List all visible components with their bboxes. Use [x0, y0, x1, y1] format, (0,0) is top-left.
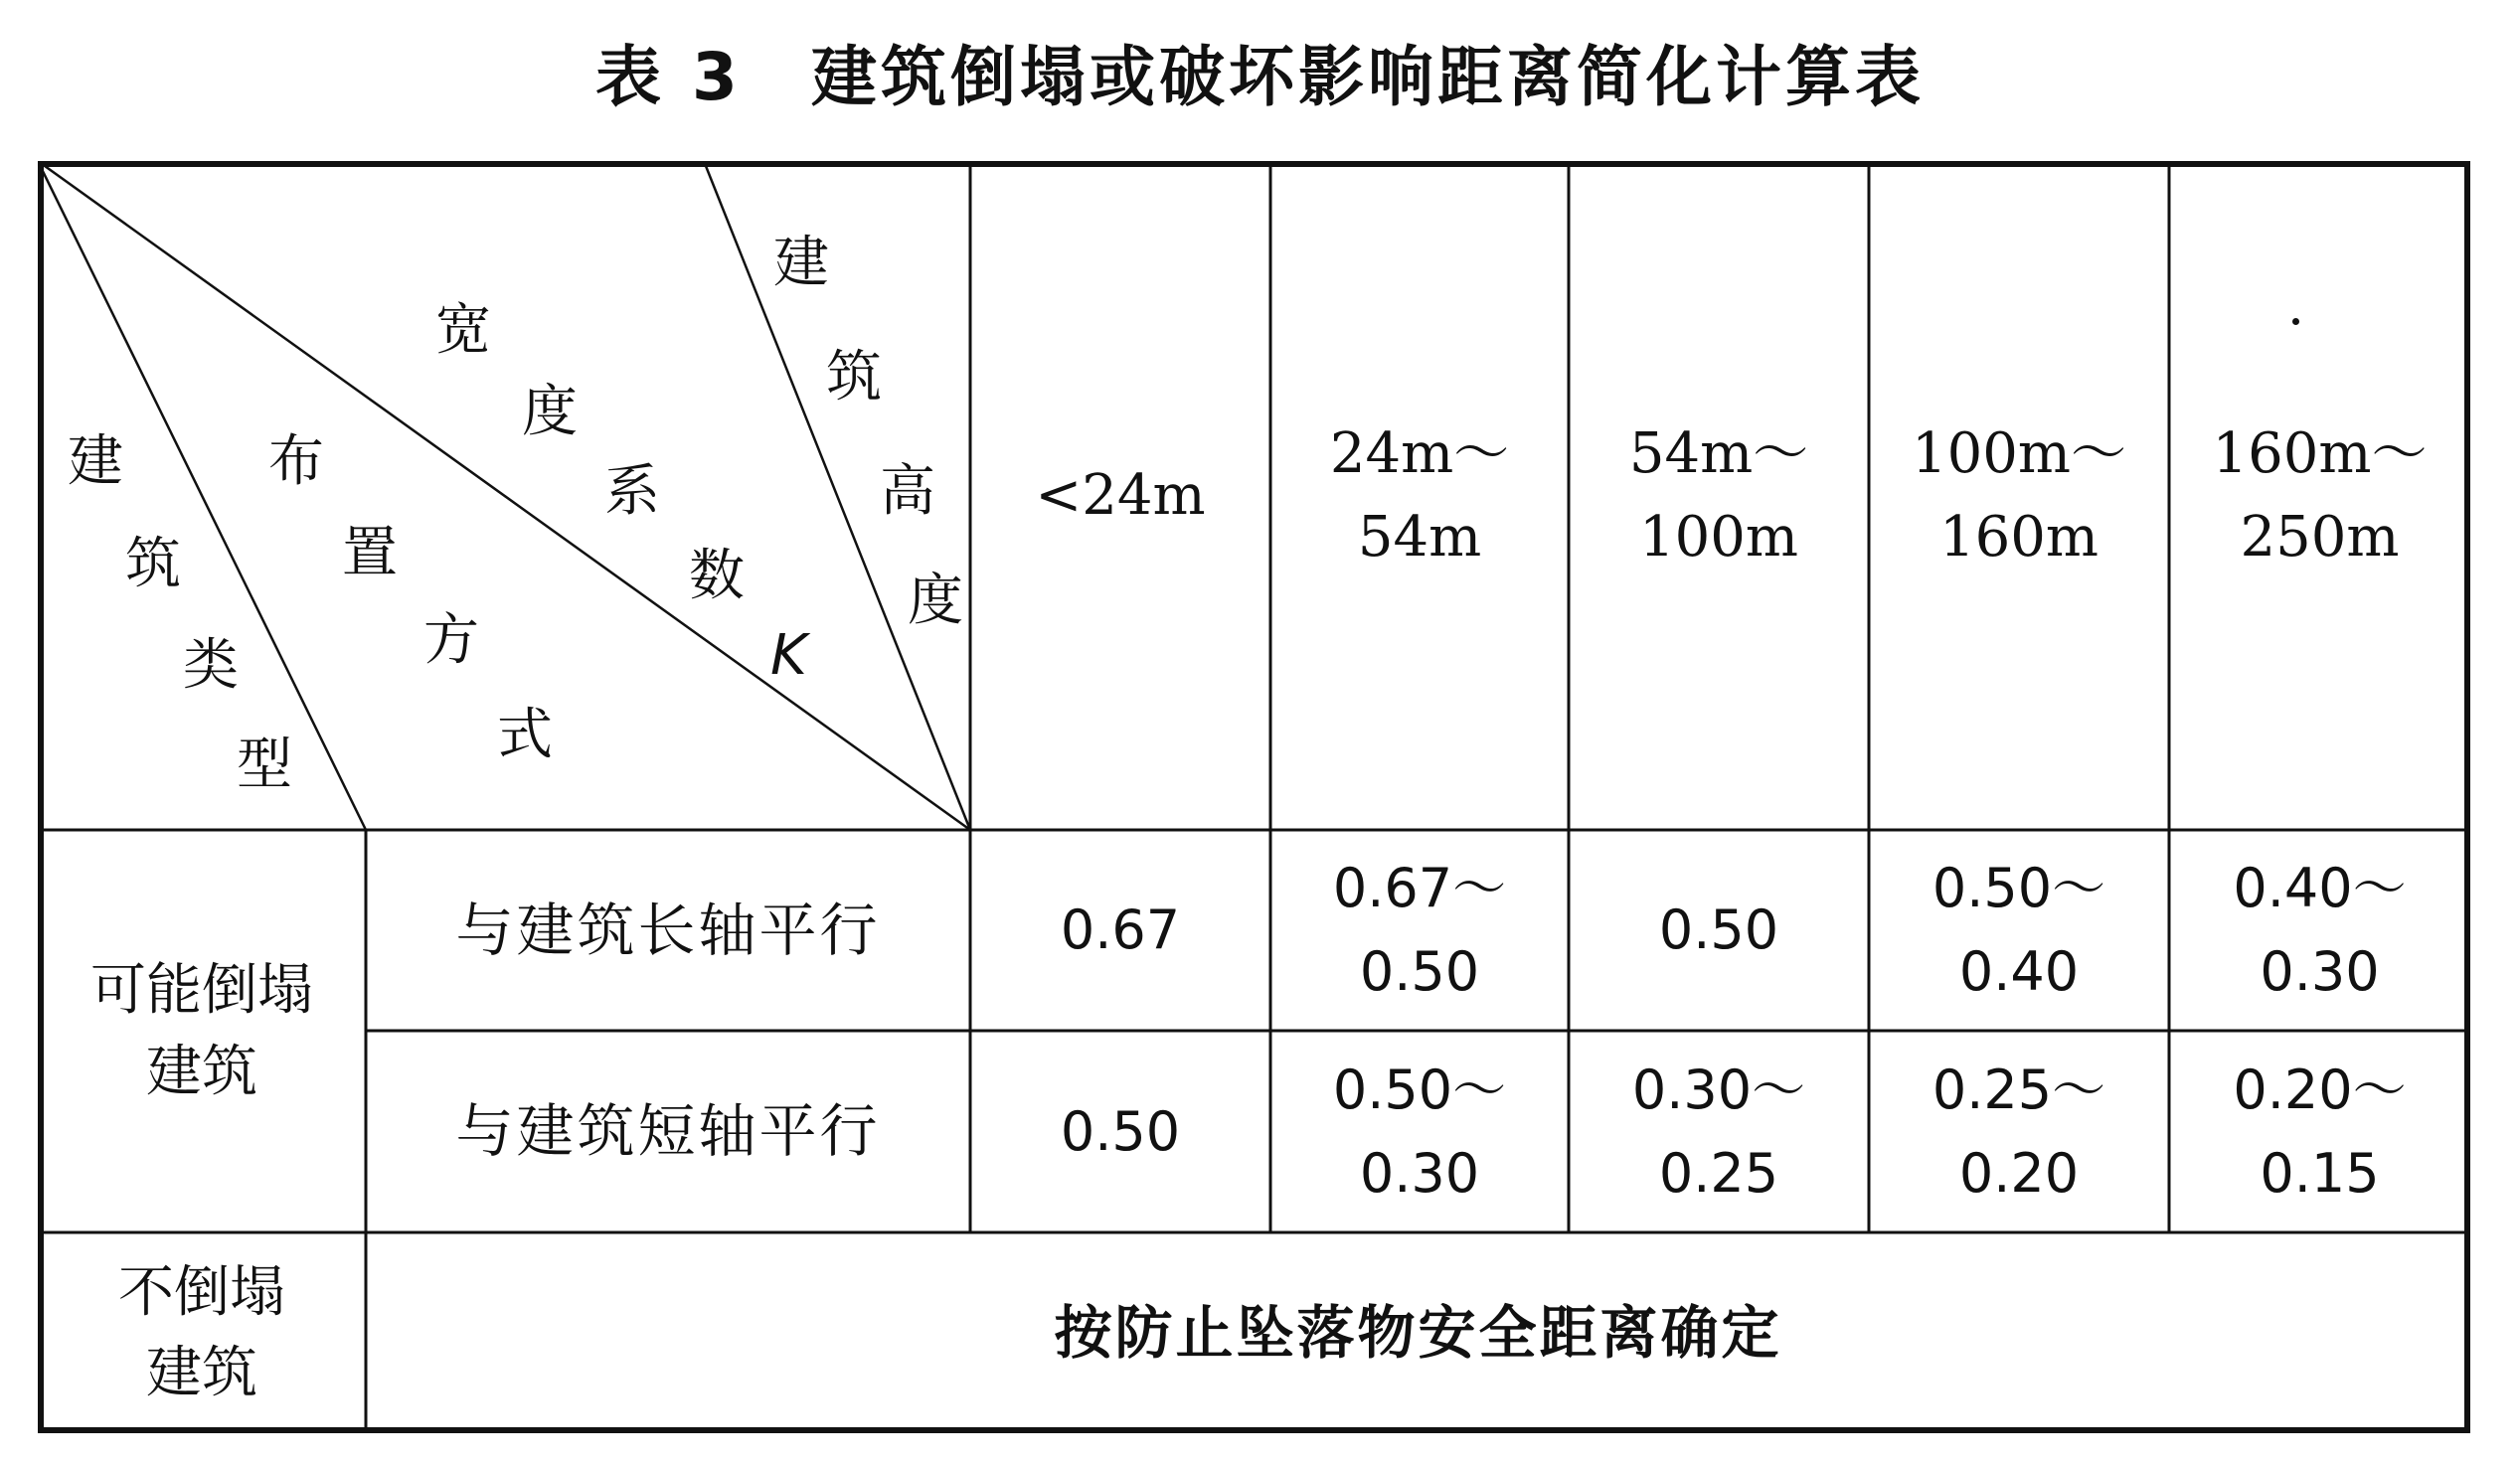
row-label-long-axis: 与建筑长轴平行	[455, 896, 881, 964]
header-height-char: 度	[908, 569, 963, 633]
table-cell: 0.25～ 0.20	[1932, 1058, 2106, 1205]
header-height-100-160: 100m～ 160m	[1912, 420, 2126, 570]
calculation-table	[38, 161, 2470, 1433]
table-title-text: 建筑倒塌或破坏影响距离简化计算表	[810, 39, 1925, 115]
header-height-24-54: 24m～ 54m	[1329, 420, 1510, 570]
header-width-coeff-char: 宽	[435, 298, 491, 363]
table-cell: 0.50	[1060, 1099, 1181, 1163]
row-label-short-axis: 与建筑短轴平行	[455, 1097, 881, 1165]
header-height-160-250: 160m～ 250m	[2212, 420, 2428, 570]
header-width-coeff-char: 数	[689, 544, 745, 608]
table-cell: 0.50	[1658, 898, 1779, 962]
table-cell: 0.40～ 0.30	[2233, 857, 2407, 1003]
table-cell: 0.67	[1060, 898, 1181, 962]
group-non-collapsing-buildings: 不倒塌 建筑	[118, 1259, 285, 1405]
header-width-coeff-char: 系	[604, 459, 660, 524]
table-cell: 0.50～ 0.40	[1932, 857, 2106, 1003]
header-layout-char: 方	[423, 608, 479, 673]
header-building-type-char: 建	[68, 429, 123, 494]
header-height-lt24: <24m	[1035, 462, 1206, 528]
header-layout-char: 置	[342, 521, 398, 585]
header-building-type-char: 筑	[125, 532, 181, 596]
header-height-54-100: 54m～ 100m	[1628, 420, 1809, 570]
table-number: 表 3	[595, 39, 742, 115]
header-building-type-char: 型	[237, 733, 292, 797]
non-collapsing-rule: 按防止坠落物安全距离确定	[1054, 1298, 1782, 1367]
table-cell: 0.30～ 0.25	[1631, 1058, 1806, 1205]
table-cell: 0.20～ 0.15	[2233, 1058, 2407, 1205]
group-collapsible-buildings: 可能倒塌 建筑	[90, 958, 313, 1104]
header-layout-char: 式	[497, 703, 553, 767]
header-height-char: 筑	[826, 345, 882, 409]
header-height-char: 建	[773, 231, 829, 295]
table-cell: 0.50～ 0.30	[1332, 1058, 1507, 1205]
header-width-coeff-char: 度	[522, 380, 578, 444]
table-title	[0, 24, 2520, 118]
header-building-type-char: 类	[183, 633, 239, 698]
table-cell: 0.67～ 0.50	[1332, 857, 1507, 1003]
header-width-coeff-k: K	[770, 623, 807, 688]
header-layout-char: 布	[268, 429, 324, 494]
header-height-char: 高	[880, 459, 935, 524]
